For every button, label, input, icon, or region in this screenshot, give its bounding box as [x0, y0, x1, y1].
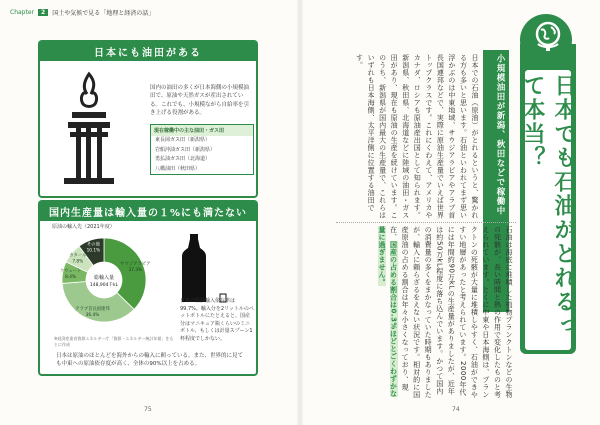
pie-center-label: 総輸入量 [93, 275, 115, 281]
pie-slice-label: クウェート [59, 268, 82, 274]
chapter-number: 2 [38, 9, 48, 16]
page-number-right: 74 [452, 406, 460, 413]
chapter-header [10, 8, 154, 17]
bottle-description: 日本の原油輸入依存率は99.7%。輸入分を2リットルのペットボトルにたとえると、国産分はマニキュア瓶くらいのミニボトル、もしくは計量スプーン1杯程度でしかない。 [180, 298, 254, 342]
pie-chart [40, 226, 180, 336]
pie-slice-label: その他 [86, 242, 100, 248]
body-text-b [338, 226, 514, 402]
lead-text: 小規模油田が新潟、秋田などで稼働中 [483, 50, 509, 312]
production-heading: 国内生産量は輸入量の１%にも満たない [40, 202, 256, 221]
list-item: 岩船沖油ガス田（新潟県） [155, 146, 216, 153]
pie-slice-label: カタール [69, 253, 87, 259]
oilfield-box [38, 40, 258, 198]
oilfield-list-heading: 現在稼働中の主な油田・ガス田 [151, 125, 253, 136]
pie-slice-label: アラブ首長国連邦 [75, 306, 110, 312]
pie-slice-value: 10.1% [86, 248, 101, 254]
page-title: 日本でも石油がとれるって本当？ [520, 74, 576, 338]
bottle-icon [180, 234, 234, 304]
divider [336, 222, 516, 223]
list-item: 東長岡ガス田（新潟県） [155, 137, 211, 143]
oilfield-heading: 日本にも油田がある [40, 42, 256, 61]
pie-chart-title: 原油の輸入先（2021年度） [52, 224, 115, 230]
page-number-left: 75 [144, 406, 152, 413]
oilfield-description: 国内の油田の多くが日本海側の小規模油田で、原油や天然ガスが産出されている。これでも、小規模ながら自給率を引き上げる役割がある。 [150, 85, 250, 116]
pie-slice-value: 36.4% [85, 312, 100, 318]
body-text-a: 日本での石油（原油）がとれるというと、驚かれる方も多いと思います。石油といわれてまず思い浮かぶのは中東地域、サウジアラビアやアラブ首長国連邦などで、実際に原油生産量でいえば世界トップクラスです。これにくわえて、アメリカやカナダ、ロシアも原油産出国として知られます。新潟県、秋田県、北海道などに陸域の油田・ガス田があり、現在も原油の生産を続けています。このうち、新潟県が国内最大の生産量で、これらはいずれも日本海側、太平洋側に位置する油田です。 [355, 54, 479, 219]
list-item: 八橋油田（秋田県） [155, 165, 201, 172]
list-item: 勇払油ガス田（北海道） [155, 156, 211, 162]
chapter-label: Chapter [10, 9, 34, 16]
pie-chart-note: ※経済産業省資源エネルギー庁「資源・エネルギー統計年報」をもとに作成 [54, 336, 174, 347]
chapter-title: 国土や気候で見る「地理と経済の話」 [52, 10, 155, 17]
pie-slice-value: 7.8% [72, 259, 84, 265]
production-footer: 日本は原油のほとんどを海外からの輸入に頼っている。また、世界的に見ても中東への原油依存度が高く、全体の90%以上を占める。 [56, 353, 244, 368]
globe-icon [530, 18, 566, 54]
pie-slice-value: 8.4% [65, 274, 77, 280]
pie-slice-label: サウジアラビア [120, 261, 151, 267]
oilfield-list [150, 124, 254, 175]
gutter [297, 0, 303, 425]
production-box [38, 200, 258, 376]
oil-derrick-icon [54, 68, 124, 188]
pie-center-value: 148,904千kL [89, 283, 119, 288]
pie-slice-value: 37.3% [128, 267, 143, 273]
body-text-b-main: 石油は海底に堆積した植物プランクトンなどの生物の死骸が、長い時間と熱の作用で変化したものと考えられています。とくに中東や日本海側は、プランクトンの死骸が大量に堆積しやすく、石油ができやすい地層があったと考えられています。2000年代には年間約90万kLの生産量がありましたが、近年は約50万kL程度に落ち込んでいます。かつて国内の消費量の多くをまかなっていた時期もありましたが、輸入に頼らざるをえない状況です。相対的に国産原油の占める割合は年々小さくなっており、現在、国産の占める割合は0.3%ほどとごくわずかな量に過ぎません。 [377, 226, 513, 399]
emphasis-text: 国産の占める割合は0.3%ほどとごくわずかな量に過ぎません。 [377, 226, 398, 398]
